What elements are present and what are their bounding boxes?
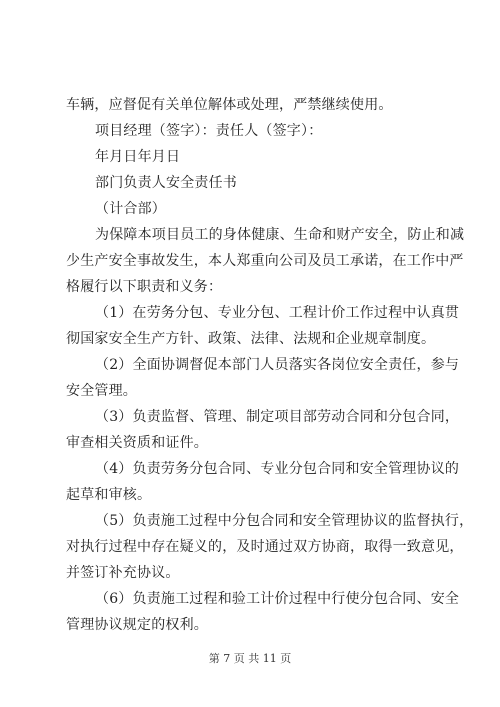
paragraph-line: 格履行以下职责和义务：	[66, 279, 223, 295]
paragraph-line: 安全管理。	[66, 383, 137, 399]
paragraph-line: 少生产安全事故发生，本人郑重向公司及员工承诺，在工作中严	[66, 253, 464, 269]
paragraph-line: （1）在劳务分包、专业分包、工程计价工作过程中认真贯	[95, 305, 460, 321]
document-title: 部门负责人安全责任书	[95, 175, 237, 191]
paragraph-line: （5）负责施工过程中分包合同和安全管理协议的监督执行，	[95, 513, 474, 529]
paragraph-line: 车辆，应督促有关单位解体或处理，严禁继续使用。	[66, 97, 393, 113]
paragraph-line: （6）负责施工过程和验工计价过程中行使分包合同、安全	[95, 591, 460, 607]
paragraph-line: （3）负责监督、管理、制定项目部劳动合同和分包合同，	[95, 409, 460, 425]
paragraph-line: 对执行过程中存在疑义的，及时通过双方协商，取得一致意见，	[66, 539, 464, 555]
paragraph-line: （2）全面协调督促本部门人员落实各岗位安全责任，参与	[95, 357, 460, 373]
page-number-footer: 第 7 页 共 11 页	[208, 652, 292, 665]
paragraph-line: 管理协议规定的权利。	[66, 617, 208, 633]
date-line: 年月日年月日	[95, 149, 181, 165]
paragraph-line: （4）负责劳务分包合同、专业分包合同和安全管理协议的	[95, 461, 460, 477]
paragraph-line: 审查相关资质和证件。	[66, 435, 208, 451]
paragraph-line: 并签订补充协议。	[66, 565, 180, 581]
paragraph-line: 为保障本项目员工的身体健康、生命和财产安全，防止和减	[95, 227, 465, 243]
department-label: （计合部）	[95, 201, 166, 217]
paragraph-line: 彻国家安全生产方针、政策、法律、法规和企业规章制度。	[66, 331, 436, 347]
paragraph-line: 起草和审核。	[66, 487, 152, 503]
signature-line: 项目经理（签字）：责任人（签字）：	[95, 123, 323, 139]
